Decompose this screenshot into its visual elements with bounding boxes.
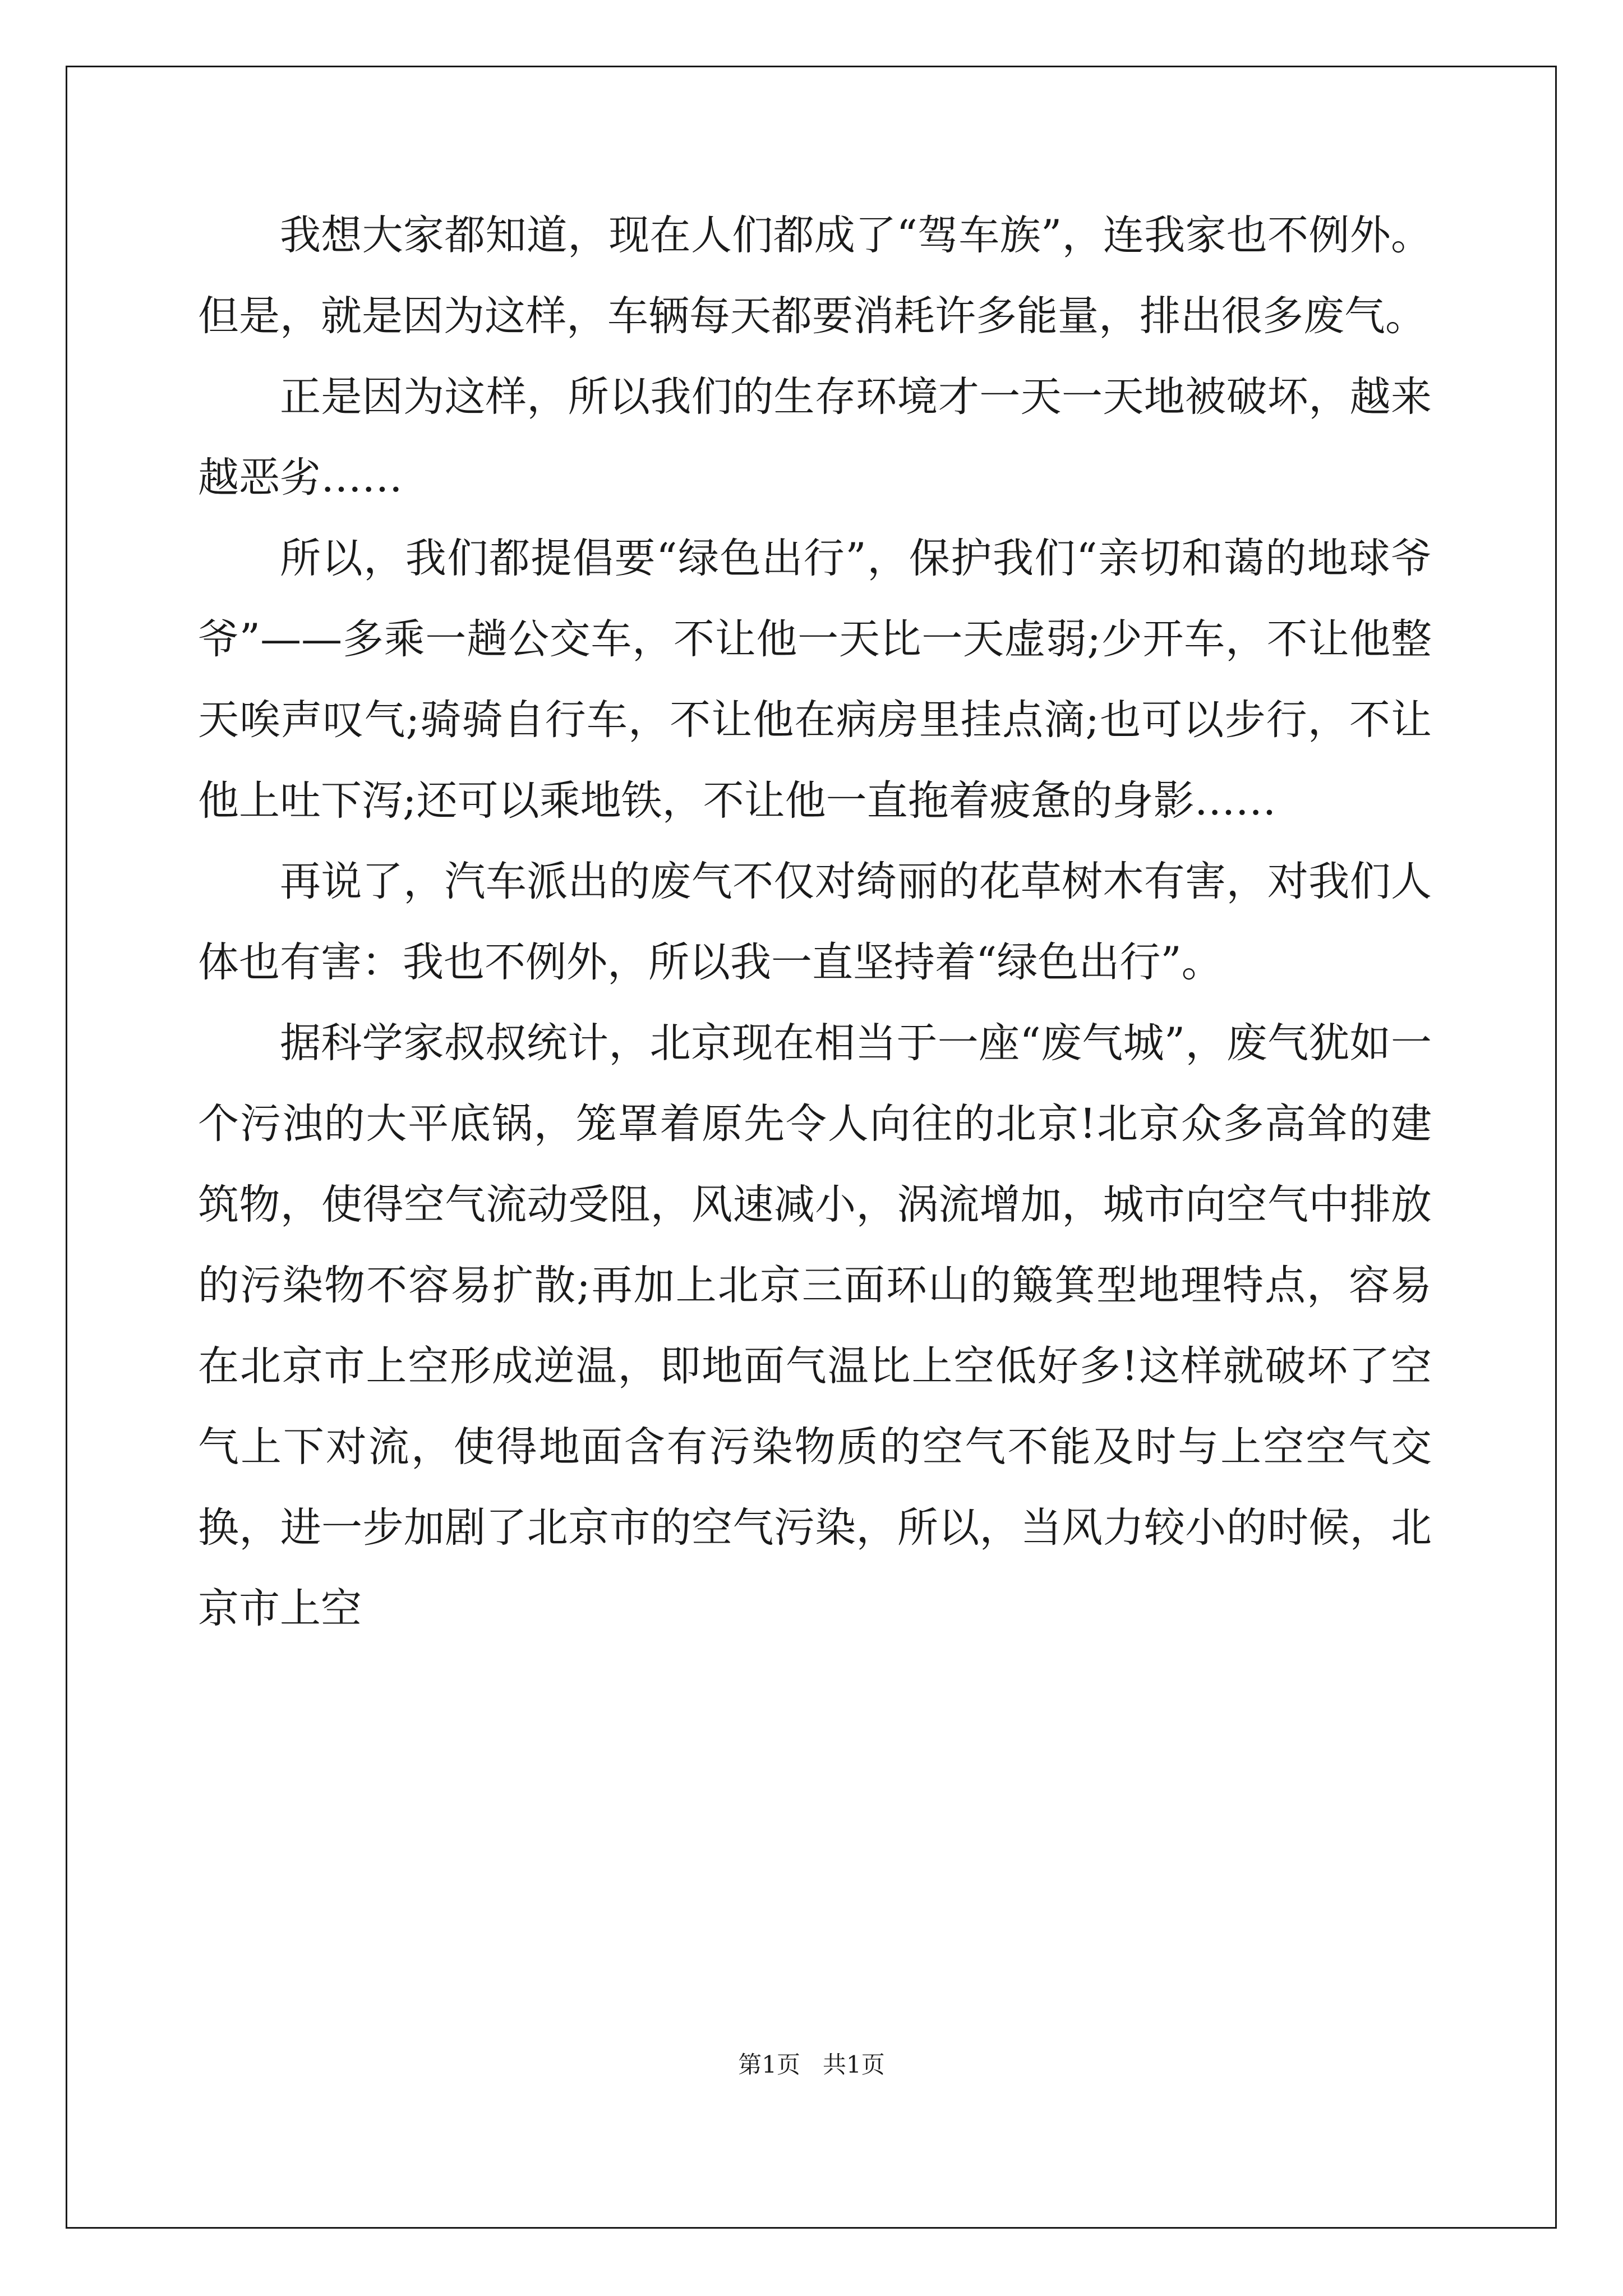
paragraph-2: 正是因为这样，所以我们的生存环境才一天一天地被破坏，越来越恶劣…… — [198, 373, 1432, 501]
page-number-footer: 第1页 共1页 — [738, 2051, 885, 2078]
document-body — [198, 195, 1432, 1649]
paragraph-5: 据科学家叔叔统计，北京现在相当于一座“废气城”，废气犹如一个污浊的大平底锅，笼罩着原先令人向往的北京!北京众多高耸的建筑物，使得空气流动受阻，风速减小，涡流增加，城市向空气中排放的污染物不容易扩散;再加上北京三面环山的簸箕型地理特点，容易在北京市上空形成逆温，即地面气温比上空低好多!这样就破坏了空气上下对流，使得地面含有污染物质的空气不能及时与上空空气交换，进一步加剧了北京市的空气污染，所以，当风力较小的时候，北京市上空 — [198, 1019, 1432, 1632]
paragraph-4: 再说了，汽车派出的废气不仅对绮丽的花草树木有害，对我们人体也有害：我也不例外，所以我一直坚持着“绿色出行”。 — [198, 858, 1432, 986]
paragraph-3: 所以，我们都提倡要“绿色出行”，保护我们“亲切和蔼的地球爷爷”——多乘一趟公交车，不让他一天比一天虚弱;少开车，不让他整天唉声叹气;骑骑自行车，不让他在病房里挂点滴;也可以步行，不让他上吐下泻;还可以乘地铁，不让他一直拖着疲惫的身影…… — [198, 535, 1432, 825]
paragraph-1: 我想大家都知道，现在人们都成了“驾车族”，连我家也不例外。但是，就是因为这样，车辆每天都要消耗许多能量，排出很多废气。 — [198, 211, 1432, 340]
